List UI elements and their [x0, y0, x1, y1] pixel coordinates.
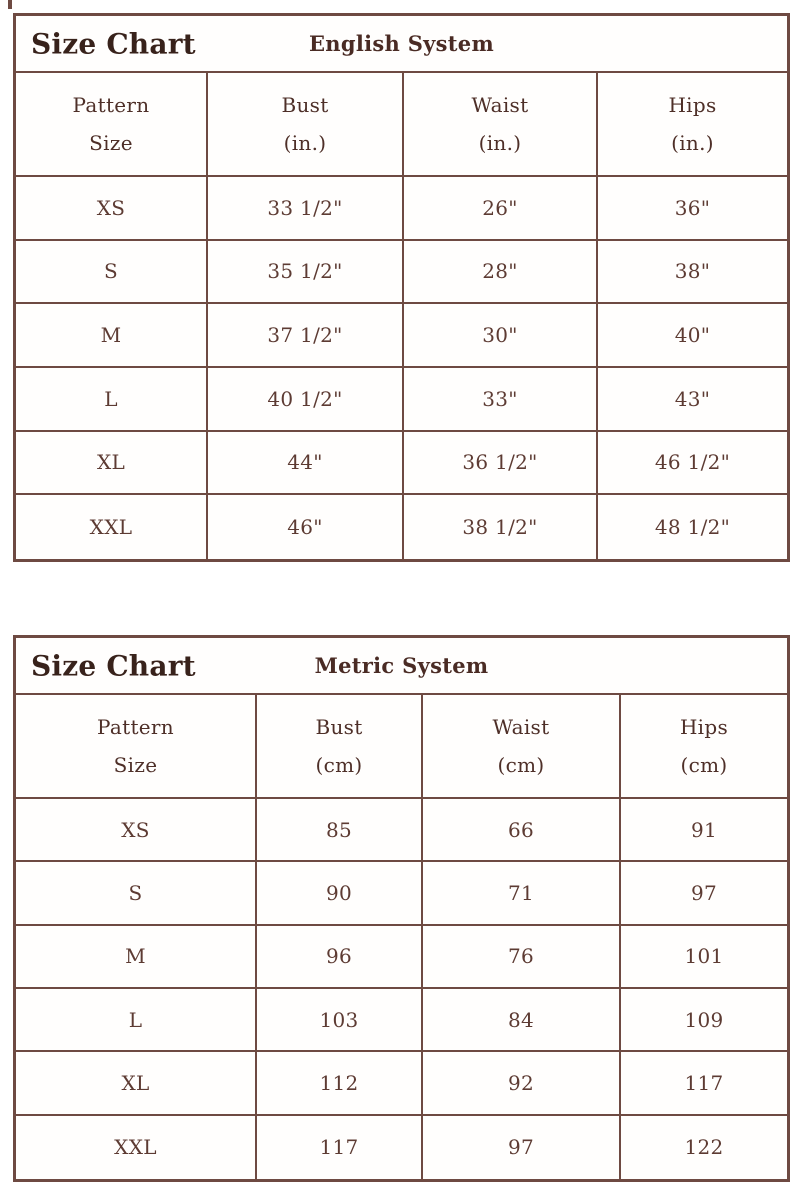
- header-line: Size: [113, 753, 158, 777]
- cell-hips-l: 109: [621, 989, 787, 1052]
- header-bust-in: [208, 73, 404, 177]
- cell-waist-s: 28": [404, 241, 598, 305]
- metric-table-title-row: [16, 638, 787, 695]
- header-line: Waist: [492, 715, 550, 739]
- cell-bust-xs: 33 1/2": [208, 177, 404, 241]
- cell-waist-l: 84: [423, 989, 621, 1052]
- header-line: (in.): [671, 131, 714, 155]
- cell-hips-l: 43": [598, 368, 787, 432]
- cell-waist-xs: 26": [404, 177, 598, 241]
- cell-size-m: M: [16, 926, 257, 989]
- cell-size-xxl: XXL: [16, 495, 208, 559]
- header-line: (in.): [478, 131, 522, 155]
- cell-hips-s: 38": [598, 241, 787, 305]
- cell-size-l: L: [16, 989, 257, 1052]
- header-line: Size: [89, 131, 133, 155]
- header-line: (cm): [497, 753, 545, 777]
- cell-bust-xs: 85: [257, 799, 423, 862]
- cell-size-xl: XL: [16, 432, 208, 496]
- header-line: Hips: [679, 715, 729, 739]
- stray-mark: [8, 0, 12, 9]
- cell-bust-xl: 112: [257, 1052, 423, 1115]
- cell-hips-xl: 117: [621, 1052, 787, 1115]
- header-line: Hips: [668, 93, 717, 117]
- cell-size-xl: XL: [16, 1052, 257, 1115]
- cell-waist-xxl: 97: [423, 1116, 621, 1179]
- size-chart-title: Size Chart: [31, 649, 196, 682]
- header-bust-cm: [257, 695, 423, 799]
- cell-hips-xs: 91: [621, 799, 787, 862]
- cell-waist-l: 33": [404, 368, 598, 432]
- english-table-title-row: [16, 16, 787, 73]
- size-chart-table-english: [13, 13, 790, 562]
- header-line: Pattern: [97, 715, 174, 739]
- english-system-label: English System: [309, 31, 494, 56]
- cell-waist-xs: 66: [423, 799, 621, 862]
- header-waist-in: [404, 73, 598, 177]
- cell-size-xxl: XXL: [16, 1116, 257, 1179]
- cell-bust-xl: 44": [208, 432, 404, 496]
- cell-hips-m: 101: [621, 926, 787, 989]
- cell-bust-xxl: 46": [208, 495, 404, 559]
- header-line: (cm): [315, 753, 363, 777]
- cell-size-s: S: [16, 862, 257, 925]
- cell-hips-xl: 46 1/2": [598, 432, 787, 496]
- cell-waist-xl: 36 1/2": [404, 432, 598, 496]
- cell-bust-l: 40 1/2": [208, 368, 404, 432]
- header-waist-cm: [423, 695, 621, 799]
- cell-bust-s: 90: [257, 862, 423, 925]
- cell-waist-xl: 92: [423, 1052, 621, 1115]
- header-pattern-size: [16, 695, 257, 799]
- cell-size-l: L: [16, 368, 208, 432]
- cell-waist-m: 76: [423, 926, 621, 989]
- cell-waist-s: 71: [423, 862, 621, 925]
- cell-bust-m: 96: [257, 926, 423, 989]
- size-chart-table-metric: [13, 635, 790, 1182]
- size-chart-title: Size Chart: [31, 27, 196, 60]
- metric-system-label: Metric System: [314, 653, 489, 678]
- header-line: (cm): [680, 753, 728, 777]
- cell-waist-xxl: 38 1/2": [404, 495, 598, 559]
- header-line: Pattern: [72, 93, 150, 117]
- cell-hips-xs: 36": [598, 177, 787, 241]
- cell-bust-xxl: 117: [257, 1116, 423, 1179]
- cell-hips-m: 40": [598, 304, 787, 368]
- cell-hips-xxl: 48 1/2": [654, 515, 731, 540]
- cell-bust-s: 35 1/2": [208, 241, 404, 305]
- header-line: Bust: [315, 715, 363, 739]
- cell-hips-xxl: 122: [684, 1135, 724, 1160]
- cell-size-xs: XS: [16, 177, 208, 241]
- header-pattern-size: [16, 73, 208, 177]
- header-hips-in: [598, 73, 787, 177]
- header-line: Waist: [471, 93, 529, 117]
- cell-waist-m: 30": [404, 304, 598, 368]
- cell-size-m: M: [16, 304, 208, 368]
- cell-size-xs: XS: [16, 799, 257, 862]
- header-line: Bust: [281, 93, 329, 117]
- cell-bust-m: 37 1/2": [208, 304, 404, 368]
- header-hips-cm: [621, 695, 787, 799]
- cell-hips-s: 97: [621, 862, 787, 925]
- cell-bust-l: 103: [257, 989, 423, 1052]
- cell-size-s: S: [16, 241, 208, 305]
- header-line: (in.): [283, 131, 327, 155]
